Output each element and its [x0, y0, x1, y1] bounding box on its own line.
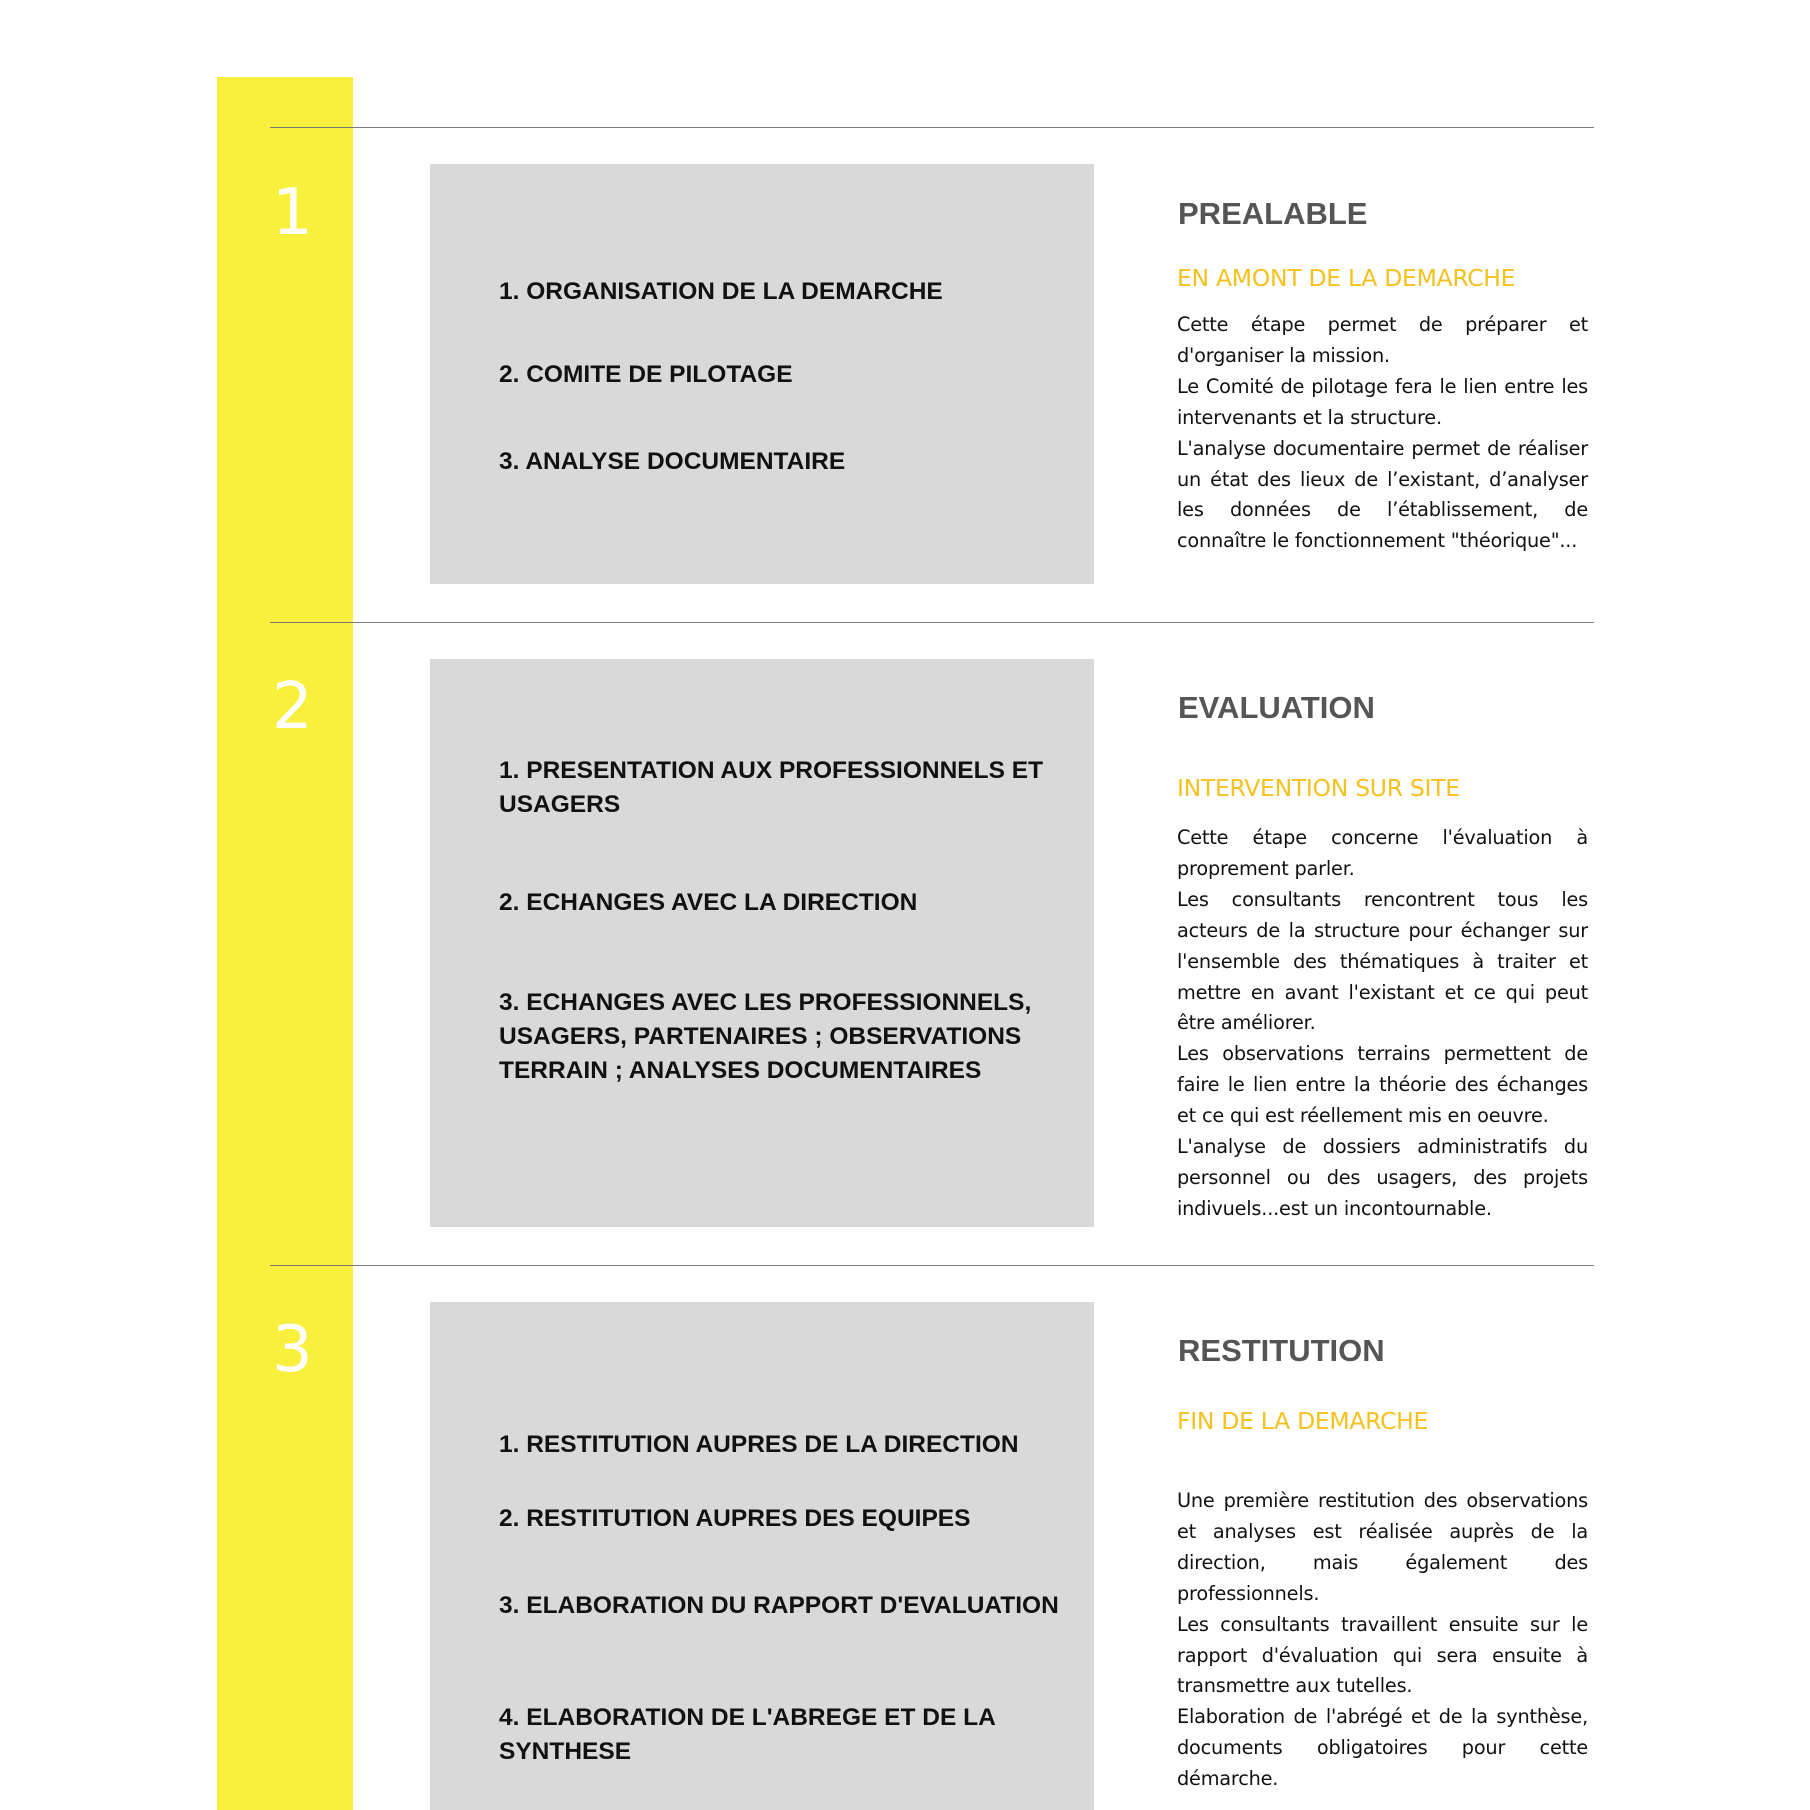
activity-item: 1. PRESENTATION AUX PROFESSIONNELS ET USAGERS	[499, 757, 1044, 818]
step-1-activities-box	[430, 164, 1094, 584]
activity-item: 2. ECHANGES AVEC LA DIRECTION	[499, 889, 918, 916]
phase-subtitle: FIN DE LA DEMARCHE	[1177, 1407, 1429, 1435]
divider-1-2	[270, 622, 1594, 623]
divider-top	[270, 127, 1594, 128]
description-paragraph: Cette étape permet de préparer et d'organiser la mission.	[1177, 313, 1588, 367]
step-3-activities-box	[430, 1302, 1094, 1810]
description-paragraph: L'analyse de dossiers administratifs du personnel ou des usagers, des projets indivuels...est un incontournable.	[1177, 1135, 1588, 1220]
activity-item: 1. ORGANISATION DE LA DEMARCHE	[499, 278, 943, 305]
step-2-activities-box	[430, 659, 1094, 1227]
activity-item: 3. ANALYSE DOCUMENTAIRE	[499, 448, 846, 475]
divider-2-3	[270, 1265, 1594, 1266]
phase-title: EVALUATION	[1178, 690, 1375, 725]
description-paragraph: Les consultants rencontrent tous les acteurs de la structure pour échanger sur l'ensemble des thématiques à traiter et mettre en avant l'existant et ce qui peut être améliorer.	[1177, 887, 1588, 1035]
activity-item: 2. COMITE DE PILOTAGE	[499, 361, 793, 388]
description-paragraph: Les consultants travaillent ensuite sur le rapport d'évaluation qui sera ensuite à transmettre aux tutelles.	[1177, 1612, 1588, 1698]
phase-subtitle: EN AMONT DE LA DEMARCHE	[1177, 264, 1516, 292]
description-paragraph: Elaboration de l'abrégé et de la synthèse, documents obligatoires pour cette démarche.	[1177, 1705, 1588, 1791]
activity-item: 3. ELABORATION DU RAPPORT D'EVALUATION	[499, 1592, 1059, 1619]
phase-description	[1177, 310, 1588, 557]
step-number: 3	[272, 1313, 313, 1387]
phase-title: PREALABLE	[1178, 196, 1368, 231]
phase-title: RESTITUTION	[1178, 1333, 1385, 1368]
step-number: 2	[272, 670, 313, 744]
description-paragraph: Les observations terrains permettent de faire le lien entre la théorie des échanges et ce qui est réellement mis en oeuvre.	[1177, 1042, 1588, 1128]
yellow-sidebar-bar	[217, 77, 353, 1810]
activity-item: 4. ELABORATION DE L'ABREGE ET DE LA SYNTHESE	[499, 1704, 995, 1765]
activity-item: 1. RESTITUTION AUPRES DE LA DIRECTION	[499, 1431, 1019, 1458]
phase-description	[1177, 823, 1588, 1225]
description-paragraph: Le Comité de pilotage fera le lien entre les intervenants et la structure.	[1177, 374, 1588, 429]
activity-item: 3. ECHANGES AVEC LES PROFESSIONNELS, USAGERS, PARTENAIRES ; OBSERVATIONS TERRAIN ; ANALYSES DOCUMENTAIRES	[499, 989, 1032, 1084]
step-number: 1	[272, 176, 313, 250]
phase-subtitle: INTERVENTION SUR SITE	[1177, 774, 1460, 802]
description-paragraph: Cette étape concerne l'évaluation à proprement parler.	[1177, 826, 1588, 880]
description-paragraph: L'analyse documentaire permet de réaliser un état des lieux de l’existant, d’analyser les données de l’établissement, de connaître le fonctionnement "théorique"...	[1177, 436, 1588, 553]
description-paragraph: Une première restitution des observations et analyses est réalisée auprès de la direction, mais également des professionnels.	[1177, 1489, 1588, 1605]
activity-item: 2. RESTITUTION AUPRES DES EQUIPES	[499, 1505, 971, 1532]
phase-description	[1177, 1486, 1588, 1795]
